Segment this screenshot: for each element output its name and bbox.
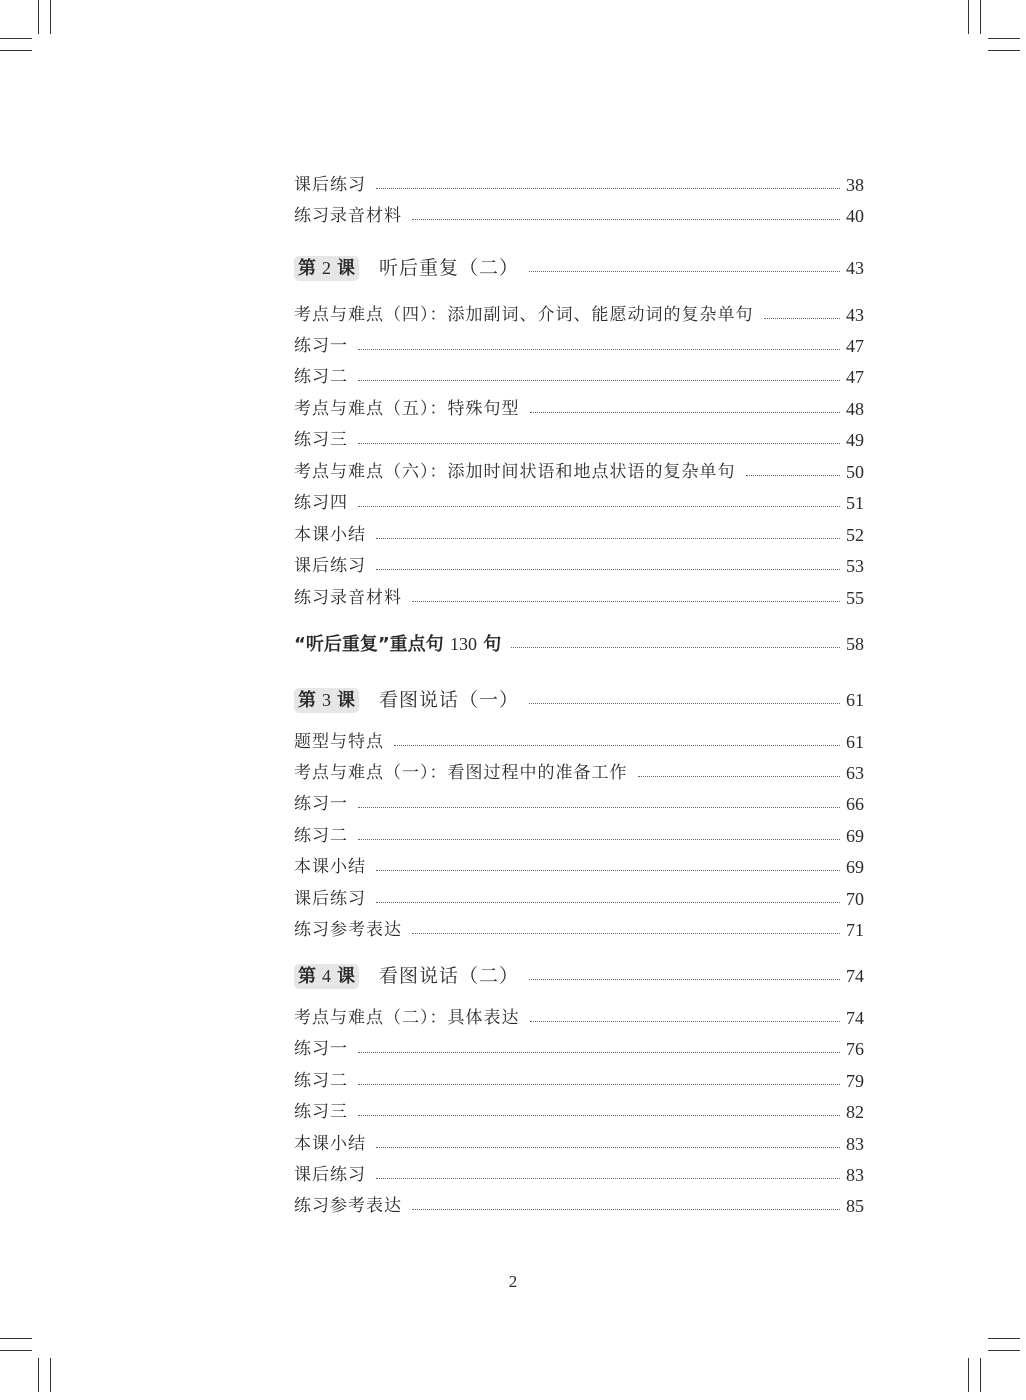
toc-entry-label: 练习录音材料 [294,588,402,608]
toc-entry[interactable] [294,1131,864,1157]
toc-entry-label: 练习一 [294,1039,348,1059]
lesson-heading[interactable] [294,255,864,281]
dot-leader [530,412,841,413]
toc-entry[interactable] [294,1005,864,1031]
toc-entry-page: 53 [846,556,864,576]
lesson-title: 听后重复（二） [379,257,520,279]
crop-mark [38,1358,39,1392]
dot-leader [764,318,841,319]
toc-entry-page: 50 [846,462,864,482]
toc-entry-label: 考点与难点（六）：添加时间状语和地点状语的复杂单句 [294,462,736,482]
toc-entry[interactable] [294,302,864,328]
section-title: “听后重复”重点句 130 句 [294,633,502,655]
crop-mark [50,1358,51,1392]
section-heading[interactable] [294,631,864,657]
toc-entry[interactable] [294,1068,864,1094]
dot-leader [358,807,840,808]
toc-entry-label: 本课小结 [294,525,366,545]
crop-mark [0,1350,32,1351]
toc-entry[interactable] [294,553,864,579]
toc-entry-page: 63 [846,763,864,783]
crop-mark [38,0,39,34]
toc-entry-label: 练习一 [294,794,348,814]
toc-entry-page: 58 [846,634,864,654]
toc-entry[interactable] [294,823,864,849]
toc-entry-label: 练习二 [294,1071,348,1091]
toc-entry-page: 79 [846,1071,864,1091]
toc-entry[interactable] [294,172,864,198]
toc-entry-label: 考点与难点（四）：添加副词、介词、能愿动词的复杂单句 [294,305,754,325]
toc-entry[interactable] [294,490,864,516]
toc-entry-label: 练习二 [294,826,348,846]
toc-entry-page: 83 [846,1165,864,1185]
toc-entry-page: 70 [846,889,864,909]
toc-entry-label: 本课小结 [294,1134,366,1154]
toc-entry-label: 练习参考表达 [294,1196,402,1216]
dot-leader [376,188,840,189]
toc-entry-page: 48 [846,399,864,419]
crop-mark [988,1338,1020,1339]
dot-leader [529,271,840,272]
toc-entry[interactable] [294,791,864,817]
toc-entry-page: 71 [846,920,864,940]
dot-leader [358,443,840,444]
lesson-title: 看图说话（一） [379,689,520,711]
toc-entry-label: 练习三 [294,430,348,450]
dot-leader [529,979,840,980]
dot-leader [376,569,840,570]
dot-leader [358,349,840,350]
toc-entry-page: 40 [846,206,864,226]
crop-mark [980,0,981,34]
toc-entry-label: 本课小结 [294,857,366,877]
toc-entry[interactable] [294,1036,864,1062]
crop-mark [968,1358,969,1392]
toc-entry-page: 55 [846,588,864,608]
toc-entry-label: 练习二 [294,367,348,387]
lesson-heading[interactable] [294,687,864,713]
crop-mark [988,50,1020,51]
toc-entry-page: 74 [846,966,864,986]
lesson-number-tag: 第 3 课 [294,688,359,713]
dot-leader [358,506,840,507]
toc-entry-label: 考点与难点（一）：看图过程中的准备工作 [294,763,628,783]
toc-entry[interactable] [294,459,864,485]
dot-leader [376,902,840,903]
dot-leader [412,933,840,934]
toc-entry[interactable] [294,1162,864,1188]
toc-entry-label: 练习参考表达 [294,920,402,940]
dot-leader [529,703,840,704]
toc-entry-page: 52 [846,525,864,545]
toc-entry[interactable] [294,522,864,548]
dot-leader [358,839,840,840]
dot-leader [358,1115,840,1116]
toc-entry-page: 69 [846,826,864,846]
toc-entry[interactable] [294,203,864,229]
toc-entry-page: 83 [846,1134,864,1154]
toc-entry-page: 51 [846,493,864,513]
toc-entry-page: 49 [846,430,864,450]
dot-leader [412,219,840,220]
dot-leader [530,1021,841,1022]
dot-leader [412,1209,840,1210]
toc-entry[interactable] [294,427,864,453]
toc-entry[interactable] [294,333,864,359]
crop-mark [988,1350,1020,1351]
dot-leader [511,647,840,648]
toc-entry-page: 38 [846,175,864,195]
toc-entry-page: 43 [846,258,864,278]
dot-leader [376,1178,840,1179]
toc-entry[interactable] [294,917,864,943]
lesson-title: 看图说话（二） [379,965,520,987]
crop-mark [50,0,51,34]
toc-entry[interactable] [294,760,864,786]
toc-entry[interactable] [294,585,864,611]
dot-leader [376,538,840,539]
toc-entry-label: 课后练习 [294,1165,366,1185]
toc-entry-label: 练习一 [294,336,348,356]
toc-entry-page: 76 [846,1039,864,1059]
toc-entry-page: 61 [846,690,864,710]
toc-entry-label: 题型与特点 [294,732,384,752]
toc-entry[interactable] [294,1193,864,1219]
lesson-heading[interactable] [294,963,864,989]
toc-entry-label: 课后练习 [294,556,366,576]
toc-entry-label: 课后练习 [294,889,366,909]
dot-leader [412,601,840,602]
toc-entry[interactable] [294,886,864,912]
toc-entry[interactable] [294,364,864,390]
toc-entry-page: 74 [846,1008,864,1028]
toc-entry-label: 练习四 [294,493,348,513]
toc-entry-page: 47 [846,367,864,387]
dot-leader [358,1052,840,1053]
page-number: 2 [508,1272,518,1291]
lesson-number-tag: 第 4 课 [294,964,359,989]
toc-entry-page: 82 [846,1102,864,1122]
toc-entry[interactable] [294,854,864,880]
dot-leader [376,1147,840,1148]
toc-entry-page: 43 [846,305,864,325]
crop-mark [0,1338,32,1339]
toc-entry[interactable] [294,1099,864,1125]
dot-leader [394,745,840,746]
dot-leader [358,380,840,381]
toc-entry-label: 课后练习 [294,175,366,195]
toc-entry-label: 练习录音材料 [294,206,402,226]
toc-entry-label: 练习三 [294,1102,348,1122]
dot-leader [638,776,841,777]
toc-entry-label: 考点与难点（五）：特殊句型 [294,399,520,419]
toc-entry[interactable] [294,396,864,422]
toc-entry-page: 47 [846,336,864,356]
lesson-number-tag: 第 2 课 [294,256,359,281]
dot-leader [746,475,841,476]
crop-mark [0,50,32,51]
dot-leader [376,870,840,871]
toc-entry-page: 61 [846,732,864,752]
crop-mark [0,38,32,39]
crop-mark [968,0,969,34]
toc-entry-page: 69 [846,857,864,877]
crop-mark [988,38,1020,39]
toc-entry-page: 85 [846,1196,864,1216]
toc-entry[interactable] [294,729,864,755]
toc-entry-label: 考点与难点（二）：具体表达 [294,1008,520,1028]
dot-leader [358,1084,840,1085]
toc-entry-page: 66 [846,794,864,814]
crop-mark [980,1358,981,1392]
